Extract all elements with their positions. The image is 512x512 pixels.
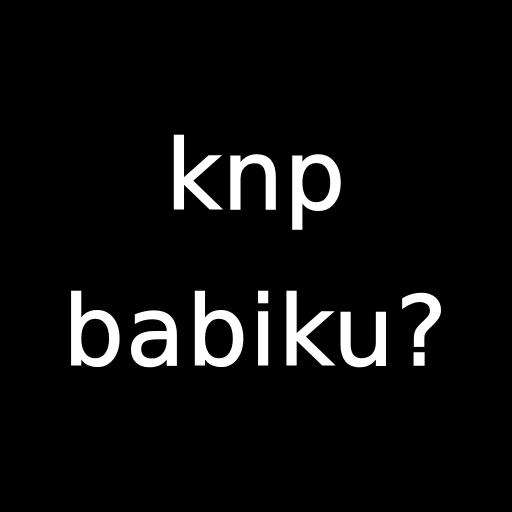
caption-line-1: knp <box>165 120 347 232</box>
caption-line-2: babiku? <box>63 276 449 388</box>
